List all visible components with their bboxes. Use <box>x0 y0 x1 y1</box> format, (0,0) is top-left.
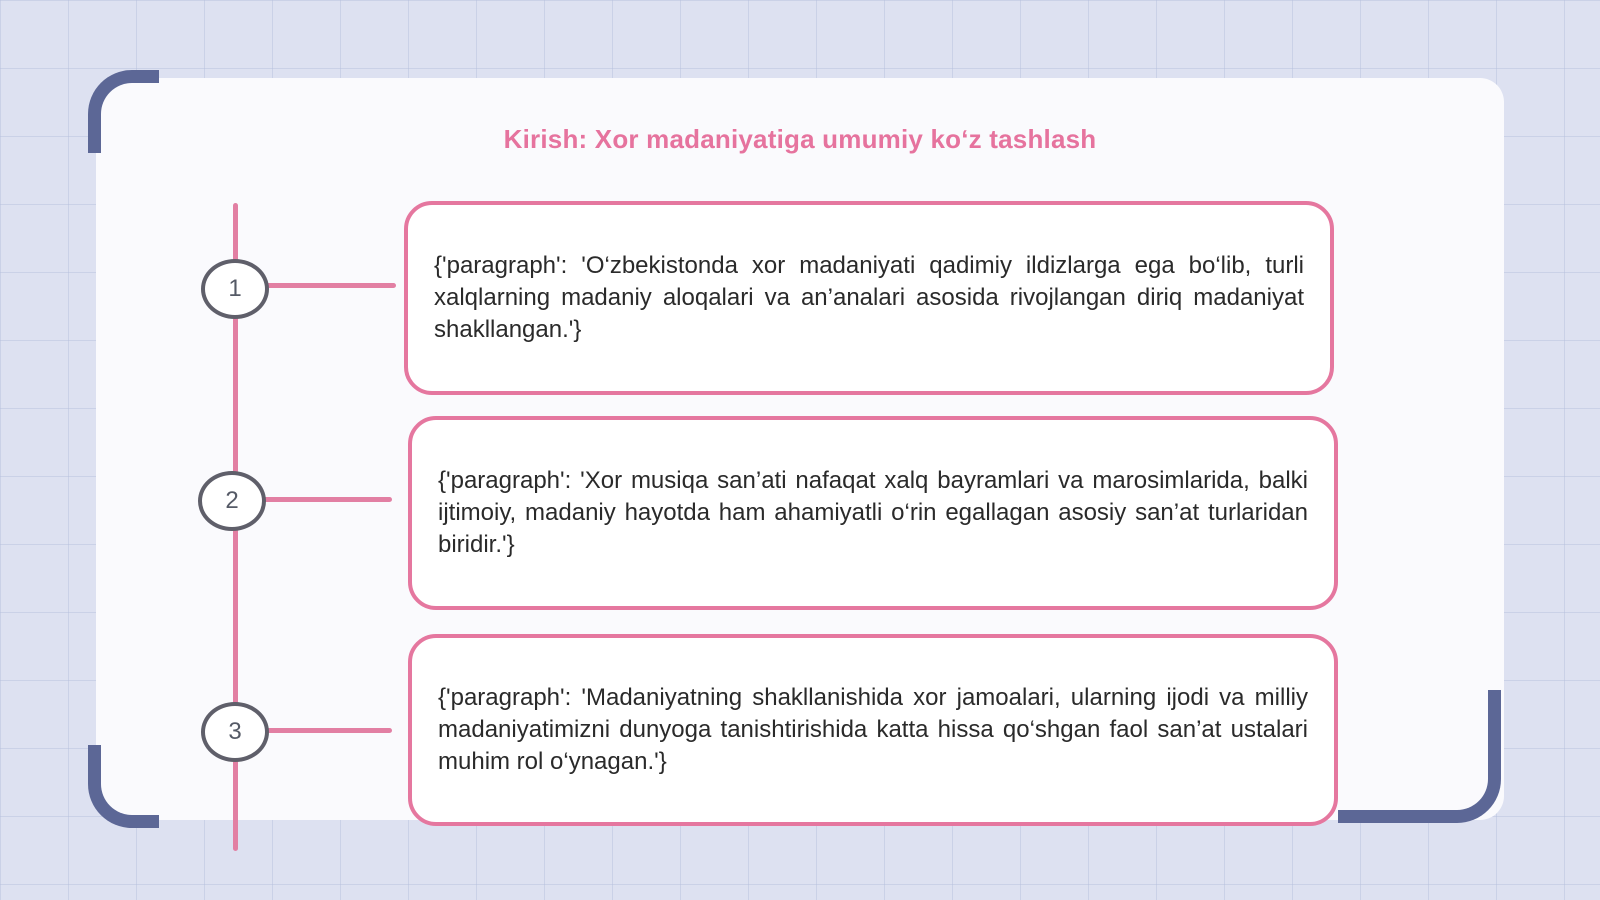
timeline-card-2 <box>408 416 1338 610</box>
timeline-connector-2 <box>262 497 392 502</box>
timeline-card-1 <box>404 201 1334 395</box>
timeline-connector-3 <box>264 728 392 733</box>
step-number-1: 1 <box>201 259 269 319</box>
step-number-3: 3 <box>201 702 269 762</box>
card-paragraph-3: {'paragraph': 'Madaniyatning shakllanishida xor jamoalari, ularning ijodi va milliy madaniyatimizni dunyoga tanishtirishida katta hissa qo‘shgan faol san’at ustalari muhim rol o‘ynagan.'} <box>438 684 1308 775</box>
timeline-card-3 <box>408 634 1338 826</box>
slide-title: Kirish: Xor madaniyatiga umumiy koʻz tashlash <box>503 124 1097 154</box>
card-paragraph-1: {'paragraph': 'O‘zbekistonda xor madaniyati qadimiy ildizlarga ega bo‘lib, turli xalqlarning madaniy aloqalari va an’analari asosida rivojlangan diriq madaniyat shakllangan.'} <box>434 252 1304 343</box>
frame-corner-bottom-right <box>1338 690 1501 823</box>
card-paragraph-2: {'paragraph': 'Xor musiqa san’ati nafaqat xalq bayramlari va marosimlarida, balki ijtimoiy, madaniy hayotda ham ahamiyatli o‘rin egallagan asosiy san’at turlaridan biridir.'} <box>438 467 1308 558</box>
frame-corner-bottom-left <box>88 745 159 828</box>
step-number-2: 2 <box>198 471 266 531</box>
timeline-connector-1 <box>264 283 396 288</box>
